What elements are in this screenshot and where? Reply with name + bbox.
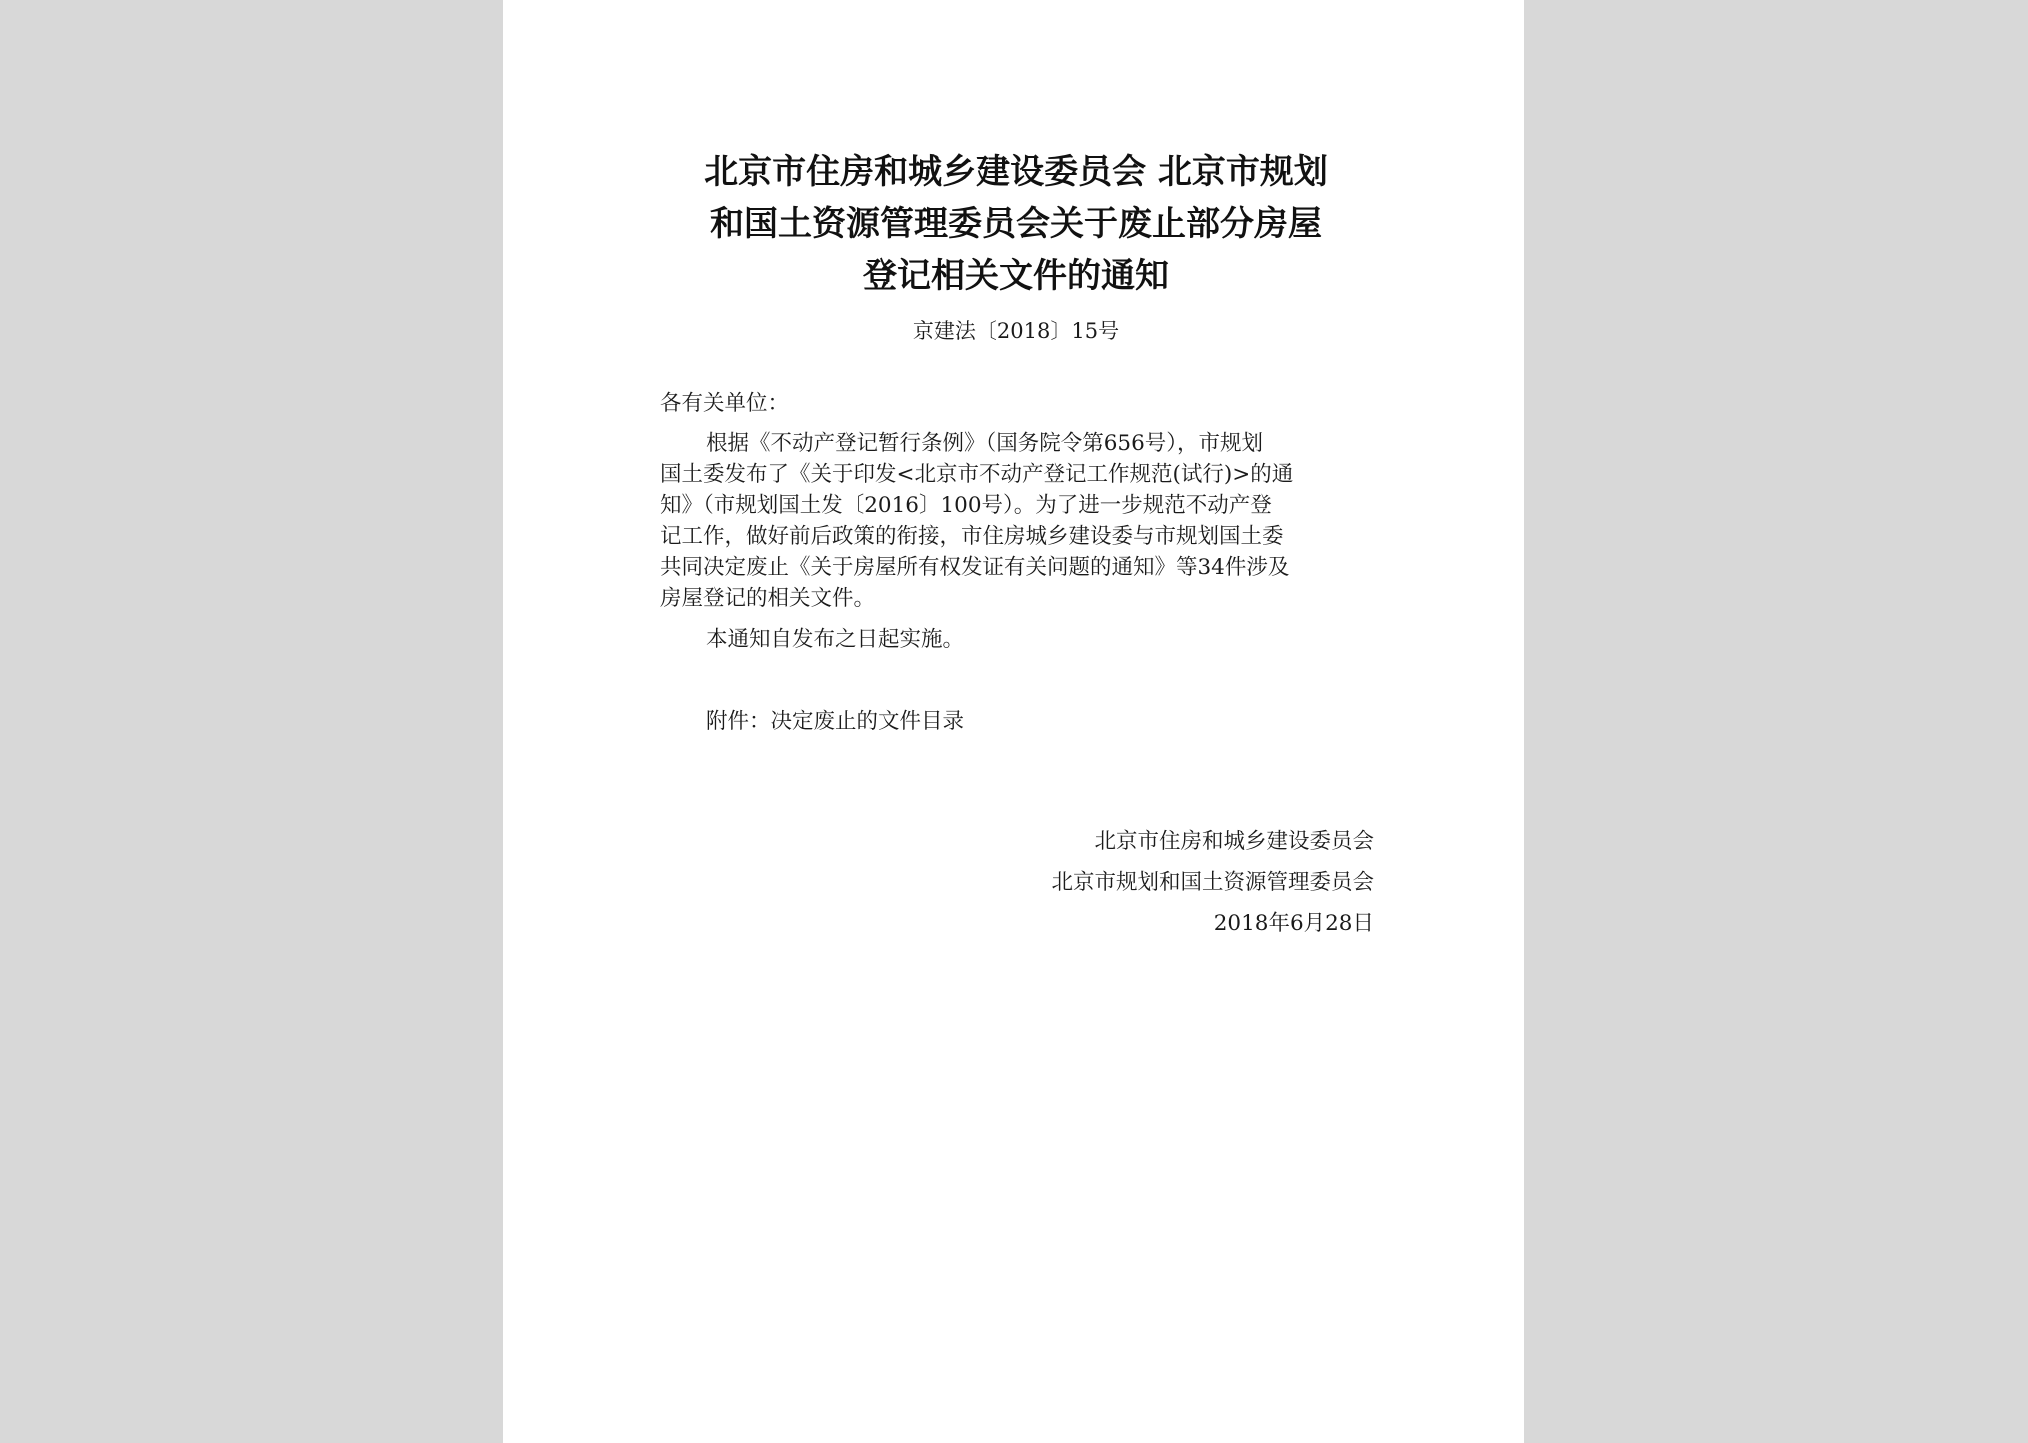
- document-number: 京建法〔2018〕15号: [912, 319, 1120, 343]
- body-line-2: 国土委发布了《关于印发<北京市不动产登记工作规范(试行)>的通: [660, 462, 1294, 487]
- attachment-line: 附件：决定废止的文件目录: [706, 709, 965, 734]
- salutation: 各有关单位：: [660, 391, 790, 416]
- body-line-5: 共同决定废止《关于房屋所有权发证有关问题的通知》等34件涉及: [660, 555, 1290, 580]
- signature-org-2: 北京市规划和国土资源管理委员会: [1051, 870, 1374, 895]
- signature-date: 2018年6月28日: [1213, 911, 1374, 936]
- document-title-line-2: 和国土资源管理委员会关于废止部分房屋: [710, 204, 1322, 244]
- signature-org-1: 北京市住房和城乡建设委员会: [1094, 829, 1374, 854]
- body-line-6: 房屋登记的相关文件。: [660, 586, 876, 611]
- body-line-3: 知》（市规划国土发〔2016〕100号）。为了进一步规范不动产登: [660, 493, 1272, 518]
- body-line-4: 记工作，做好前后政策的衔接，市住房城乡建设委与市规划国土委: [660, 524, 1284, 549]
- document-title-line-3: 登记相关文件的通知: [863, 256, 1169, 296]
- document-page: [503, 0, 1524, 1443]
- document-title-line-1: 北京市住房和城乡建设委员会 北京市规划: [704, 152, 1328, 192]
- effective-line: 本通知自发布之日起实施。: [706, 627, 965, 652]
- body-line-1: 根据《不动产登记暂行条例》（国务院令第656号），市规划: [706, 431, 1264, 456]
